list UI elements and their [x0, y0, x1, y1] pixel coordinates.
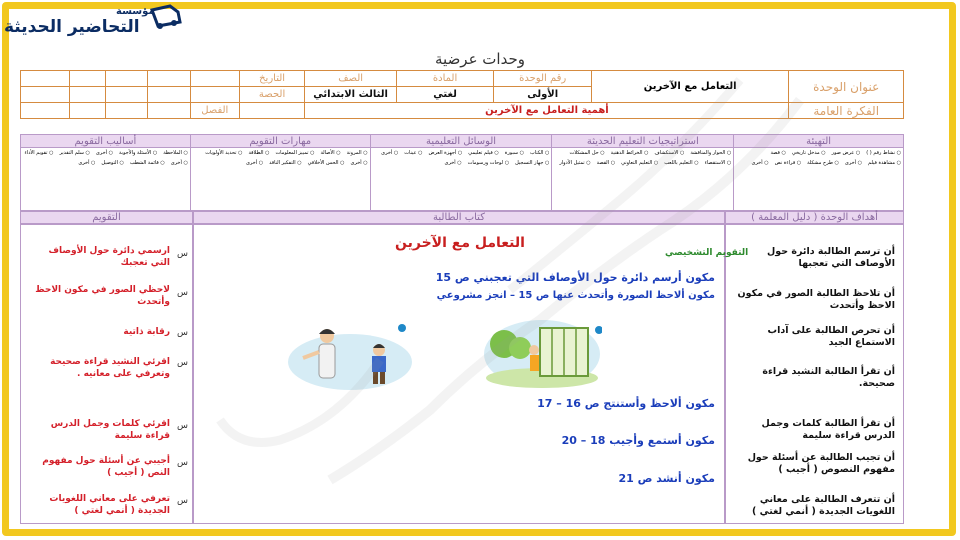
option-item[interactable]: ○ أخرى	[78, 160, 95, 166]
option-item[interactable]: ○ مشاهدة فيلم	[868, 160, 901, 166]
option-item[interactable]: ○ نشاط رقم ( )	[866, 150, 901, 156]
option-item[interactable]: ○ تقويم الأداء	[24, 150, 53, 156]
eval-methods-header: أساليب التقويم	[21, 135, 191, 148]
option-item[interactable]: ○ أخرى	[351, 160, 368, 166]
book-line: مكون أرسم دائرة حول الأوصاف التي تعجبني ص 15	[435, 271, 715, 284]
brand-name: التحاضير الحديثة	[4, 17, 140, 37]
period-label: الحصة	[239, 87, 305, 103]
aids-header: الوسائل التعليمية	[370, 135, 552, 148]
warmup-options	[736, 150, 901, 166]
eval-bullet: س	[177, 496, 188, 506]
eval-bullet: س	[177, 358, 188, 368]
goal-item: أن تتعرف الطالبة على معاني اللغويات الجديدة ( أنمي لغتي )	[752, 494, 895, 517]
grade-label: الصف	[305, 71, 396, 87]
eval-bullet: س	[177, 458, 188, 468]
subject-value: لغتي	[396, 87, 494, 103]
option-item[interactable]: ○ أجهزة العرض	[428, 150, 462, 156]
eval-skills-header: مهارات التقويم	[190, 135, 370, 148]
option-item[interactable]: ○ طرح مشكلة	[807, 160, 839, 166]
option-item[interactable]: ○ أخرى	[246, 160, 263, 166]
option-item[interactable]: ○ التفكير الناقد	[269, 160, 301, 166]
aids-options	[373, 150, 550, 166]
brand-small-text: مؤسسة	[116, 6, 155, 17]
option-item[interactable]: ○ التوصيل	[101, 160, 124, 166]
option-item[interactable]: ○ أخرى	[445, 160, 462, 166]
option-item[interactable]: ○ الأصالة	[320, 150, 340, 156]
brand-logo	[0, 0, 190, 44]
option-item[interactable]: ○ الكتاب	[530, 150, 549, 156]
option-item[interactable]: ○ القصة	[597, 160, 615, 166]
book-header: كتاب الطالبة	[193, 211, 725, 224]
goal-item: أن ترسم الطالبة دائرة حول الأوصاف التي تعجبها	[767, 246, 895, 269]
book-line: مكون أنشد ص 21	[618, 472, 715, 485]
option-item[interactable]: ○ المرونة	[347, 150, 368, 156]
book-title: التعامل مع الآخرين	[395, 235, 525, 251]
option-item[interactable]: ○ أخرى	[845, 160, 862, 166]
general-idea-label: الفكرة العامة	[789, 103, 904, 119]
eval-item: اقرئي كلمات وجمل الدرس قراءة سليمة	[50, 419, 170, 441]
option-item[interactable]: ○ الملاحظة	[163, 150, 188, 156]
book-line: مكون أستمع وأجيب 18 – 20	[561, 434, 715, 447]
goal-item: أن تحرص الطالبة على آداب الاستماع الجيد	[767, 325, 895, 348]
unit-number-label: رقم الوحدة	[494, 71, 592, 87]
option-item[interactable]: ○ أخرى	[751, 160, 768, 166]
unit-title-value: التعامل مع الآخرين	[592, 71, 789, 103]
diagnostic-label: التقويم التشخيصي	[665, 248, 749, 258]
goals-header: أهداف الوحدة ( دليل المعلمة )	[725, 211, 904, 224]
methods-table	[20, 134, 904, 211]
option-item[interactable]: ○ قائمة الشطب	[130, 160, 165, 166]
option-item[interactable]: ○ سبورة	[505, 150, 524, 156]
option-item[interactable]: ○ جهاز التسجيل	[515, 160, 549, 166]
class-label: الفصل	[190, 103, 239, 119]
goal-item: أن تقرأ الطالبة كلمات وجمل الدرس قراءة سليمة	[761, 418, 895, 441]
option-item[interactable]: ○ الطلاقة	[248, 150, 269, 156]
warmup-header: التهيئة	[734, 135, 904, 148]
option-item[interactable]: ○ الخرائط الذهنية	[611, 150, 649, 156]
goal-item: أن تجيب الطالبة عن أسئلة حول مفهوم النصوص ( أجيب )	[747, 452, 895, 475]
eval-bullet: س	[177, 421, 188, 431]
option-item[interactable]: ○ الأسئلة والأجوبة	[119, 150, 157, 156]
eval-skills-options	[193, 150, 368, 166]
general-idea-value: أهمية التعامل مع الآخرين	[305, 103, 789, 119]
eval-item: أجيبي عن أسئلة حول مفهوم النص ( أجيب )	[42, 456, 170, 478]
option-item[interactable]: ○ أخرى	[381, 150, 398, 156]
eval-methods-options	[23, 150, 188, 166]
eval-bullet: س	[177, 249, 188, 259]
option-item[interactable]: ○ قراءة نص	[775, 160, 802, 166]
option-item[interactable]: ○ تحديد الأولويات	[205, 150, 242, 156]
eval-item: لاحظي الصور في مكون الاحظ وأتحدث	[35, 285, 170, 307]
date-label: التاريخ	[239, 71, 305, 87]
unit-number-value: الأولى	[494, 87, 592, 103]
option-item[interactable]: ○ حل المشكلات	[570, 150, 605, 156]
garden-gate-illustration	[482, 318, 602, 390]
unit-header-table	[20, 70, 904, 119]
eval-item: تعرفي على معاني اللغويات الجديدة ( أنمي لغتي )	[49, 494, 170, 516]
strategies-header: استراتيجيات التعليم الحديثة	[552, 135, 734, 148]
option-item[interactable]: ○ تمثيل الأدوار	[559, 160, 590, 166]
eval-bullet: س	[177, 288, 188, 298]
option-item[interactable]: ○ سلم التقدير	[59, 150, 89, 156]
truck-icon	[148, 2, 184, 32]
strategies-options	[554, 150, 731, 166]
option-item[interactable]: ○ أخرى	[171, 160, 188, 166]
option-item[interactable]: ○ لوحات ورسومات	[468, 160, 509, 166]
option-item[interactable]: ○ عرض صور	[832, 150, 861, 156]
eval-item: رقابة ذاتية	[123, 327, 170, 337]
subject-label: المادة	[396, 71, 494, 87]
option-item[interactable]: ○ الحوار والمناقشة	[690, 150, 731, 156]
eval-item: اقرئي النشيد قراءة صحيحة وتعرفي على معانيه .	[50, 357, 170, 379]
option-item[interactable]: ○ التعليم التعاوني	[621, 160, 658, 166]
book-line: مكون ألاحظ الصورة وأتحدث عنها ص 15 – انجز مشروعي	[436, 290, 715, 301]
eval-bullet: س	[177, 328, 188, 338]
eval-item: ارسمي دائرة حول الأوصاف التي تعجبك	[48, 246, 170, 268]
option-item[interactable]: ○ الاستكشاف	[655, 150, 685, 156]
option-item[interactable]: ○ عينات	[404, 150, 422, 156]
option-item[interactable]: ○ قصة	[770, 150, 785, 156]
option-item[interactable]: ○ فيلم تعليمي	[468, 150, 498, 156]
option-item[interactable]: ○ الاستقصاء	[705, 160, 732, 166]
evaluation-header: التقويم	[20, 211, 193, 224]
grade-value: الثالث الابتدائي	[305, 87, 396, 103]
option-item[interactable]: ○ تمييز المعلومات	[275, 150, 314, 156]
option-item[interactable]: ○ مدخل تاريخي	[792, 150, 826, 156]
unit-title-label: عنوان الوحدة	[789, 71, 904, 103]
book-line: مكون ألاحظ وأستنتج ص 16 – 17	[537, 397, 715, 410]
option-item[interactable]: ○ أخرى	[96, 150, 113, 156]
goal-item: أن تقرأ الطالبة النشيد قراءة صحيحة.	[762, 366, 895, 389]
goal-item: أن تلاحظ الطالبة الصور في مكون الاحظ وأتحدث	[737, 288, 895, 311]
option-item[interactable]: ○ التعليم باللعب	[664, 160, 698, 166]
man-and-boy-illustration	[285, 322, 415, 392]
page-title: وحدات عرضية	[435, 50, 525, 68]
option-item[interactable]: ○ الحس الأخلاقي	[308, 160, 345, 166]
